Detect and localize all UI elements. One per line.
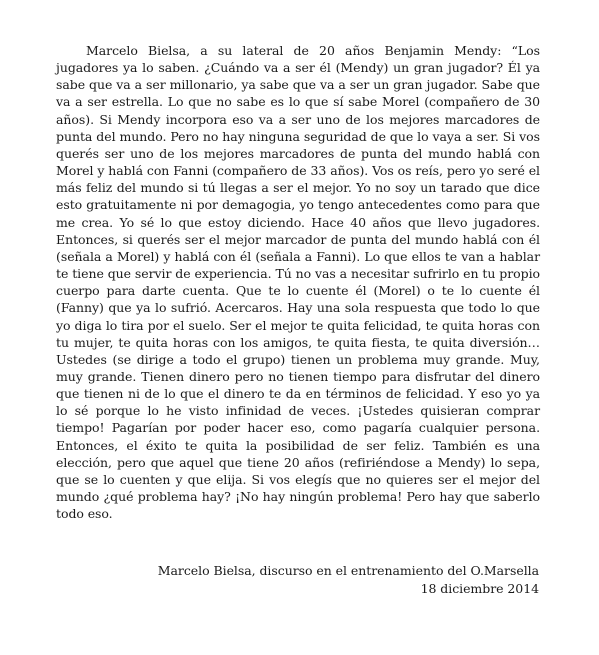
date-line: 18 diciembre 2014 (420, 580, 539, 596)
attribution-line: Marcelo Bielsa, discurso en el entrenamiento del O.Marsella (157, 563, 539, 578)
signature-block (158, 562, 539, 597)
quote-paragraph: Marcelo Bielsa, a su lateral de 20 años Benjamin Mendy: “Los jugadores ya lo saben. ¿Cuándo va a ser él (Mendy) un gran jugador? Él ya sabe que va a ser millonario, ya sabe que va a ser un gran jugador. Sabe que va a ser estrella. Lo que no sabe es lo que sí sabe Morel (compañero de 30 años). Si Mendy incorpora eso va a ser uno de los mejores marcadores de punta del mundo. Pero no hay ninguna seguridad de que lo vaya a ser. Si vos querés ser uno de los mejores marcadores de punta del mundo hablá con Morel y hablá con Fanni (compañero de 33 años). Vos os reís, pero yo seré el más feliz del mundo si tú llegas a ser el mejor. Yo no soy un tarado que dice esto gratuitamente ni por demagogia, yo tengo antecedentes como para que me crea. Yo sé lo que estoy diciendo. Hace 40 años que llevo jugadores. Entonces, si querés ser el mejor marcador de punta del mundo hablá con él (señala a Morel) y hablá con él (señala a Fanni). Lo que ellos te van a hablar te tiene que servir de experiencia. Tú no vas a necesitar sufrirlo en tu propio cuerpo para darte cuenta. Que te lo cuente él (Morel) o te lo cuente él (Fanny) que ya lo sufrió. Acercaros. Hay una sola respuesta que todo lo que yo diga lo tira por el suelo. Ser el mejor te quita felicidad, te quita horas con tu mujer, te quita horas con los amigos, te quita fiesta, te quita diversión… Ustedes (se dirige a todo el grupo) tienen un problema muy grande. Muy, muy grande. Tienen dinero pero no tienen tiempo para disfrutar del dinero que tienen ni de lo que el dinero te da en términos de felicidad. Y eso yo ya lo sé porque lo he visto infinidad de veces. ¡Ustedes quisieran comprar tiempo! Pagarían por poder hacer eso, como pagaría cualquier persona. Entonces, el éxito te quita la posibilidad de ser feliz. También es una elección, pero que aquel que tiene 20 años (refiriéndose a Mendy) lo sepa, que se lo cuenten y que elija. Si vos elegís que no quieres ser el mejor del mundo ¿qué problema hay? ¡No hay ningún problema! Pero hay que saberlo todo eso. (56, 43, 540, 522)
document-page (56, 42, 540, 522)
